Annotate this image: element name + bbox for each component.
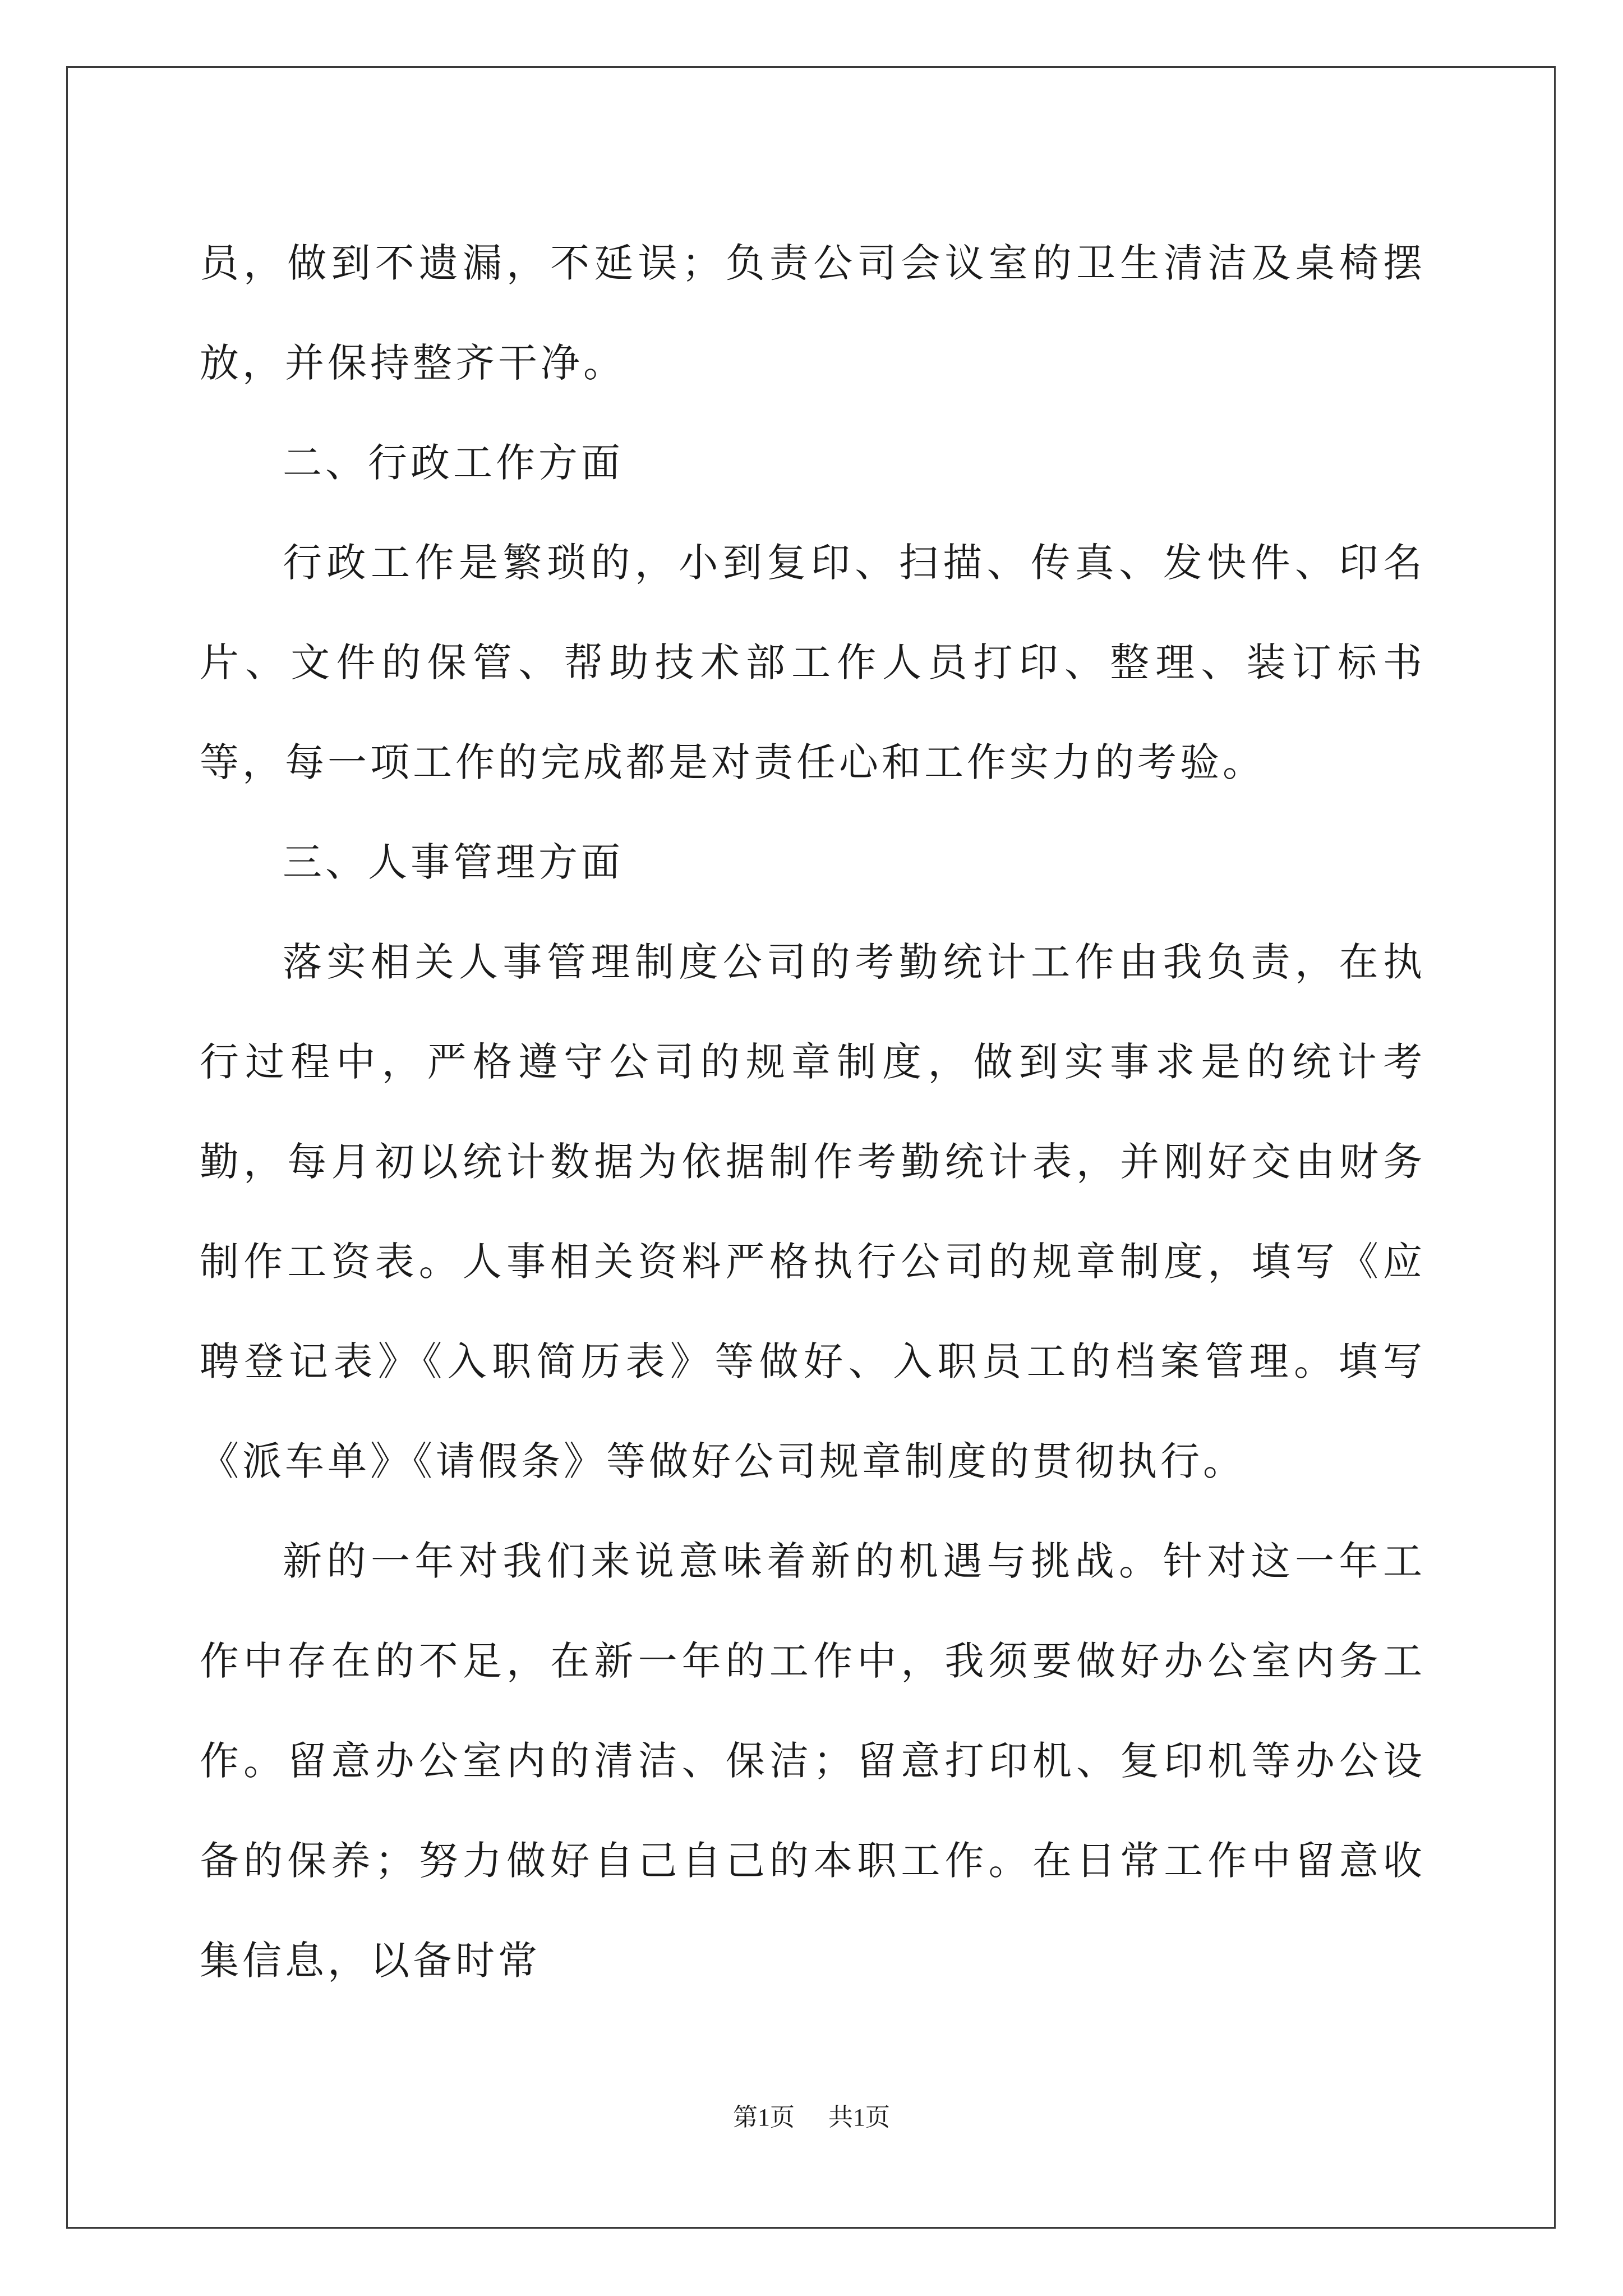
paragraph-administration: 行政工作是繁琐的，小到复印、扫描、传真、发快件、印名片、文件的保管、帮助技术部工作人员打印、整理、装订标书等，每一项工作的完成都是对责任心和工作实力的考验。	[200, 540, 1426, 785]
section-heading-personnel: 三、人事管理方面	[283, 839, 624, 885]
page-footer	[0, 2101, 1623, 2134]
paragraph-personnel: 落实相关人事管理制度公司的考勤统计工作由我负责，在执行过程中，严格遵守公司的规章制度，做到实事求是的统计考勤，每月初以统计数据为依据制作考勤统计表，并刚好交由财务制作工资表。人事相关资料严格执行公司的规章制度，填写《应聘登记表》《入职简历表》等做好、入职员工的档案管理。填写《派车单》《请假条》等做好公司规章制度的贯彻执行。	[200, 939, 1426, 1484]
page-total: 共1页	[828, 2104, 890, 2131]
document-body	[200, 213, 1426, 2010]
section-heading-administration: 二、行政工作方面	[283, 440, 624, 486]
page-number: 第1页	[733, 2104, 795, 2131]
paragraph-new-year: 新的一年对我们来说意味着新的机遇与挑战。针对这一年工作中存在的不足，在新一年的工作中，我须要做好办公室内务工作。留意办公室内的清洁、保洁；留意打印机、复印机等办公设备的保养；努力做好自己自己的本职工作。在日常工作中留意收集信息，以备时常	[200, 1538, 1426, 1984]
paragraph-continuation: 员，做到不遗漏，不延误；负责公司会议室的卫生清洁及桌椅摆放，并保持整齐干净。	[200, 240, 1426, 386]
